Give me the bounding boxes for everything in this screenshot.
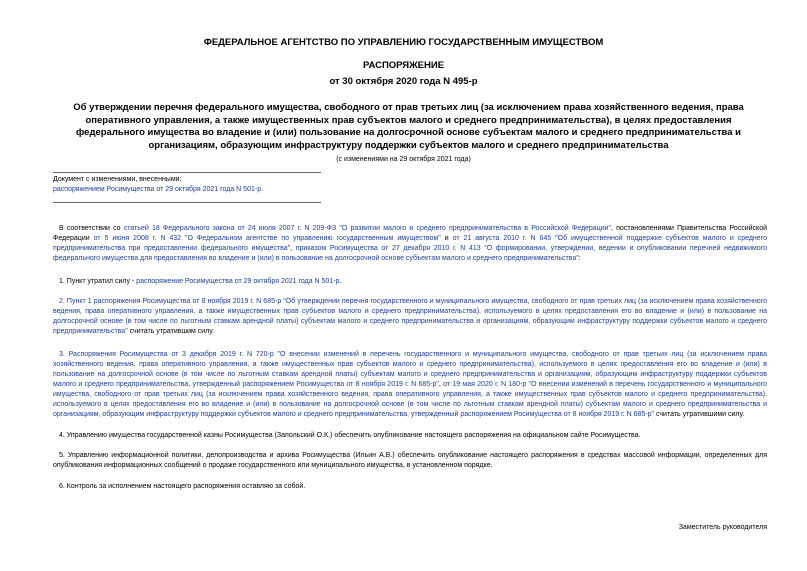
agency-name: ФЕДЕРАЛЬНОЕ АГЕНТСТВО ПО УПРАВЛЕНИЮ ГОСУДАРСТВЕННЫМ ИМУЩЕСТВОМ — [203, 37, 604, 48]
paragraph-4: 4. Управлению имущества государственной казны Росимущества (Запольский О.К.) обеспечить опубликование настоящего распоряжения на официальном сайте Росимущества. — [59, 432, 641, 439]
paragraph-5: 5. Управлению информационной политики, делопроизводства и архива Росимущества (Ильин А.В.) обеспечить опубликование настоящего распоряжения в средствах массовой информации, определенных для опубликования информационных сообщений о продаже государственного или муниципального имущества, в установленном порядке. — [53, 452, 767, 469]
order-link-413[interactable]: приказом Росимущества от 27 декабря 2010 г. N 413 "О формировании, утверждении, ведении и опубликовании перечней недвижимого федерального имущества для предоставления во владение и (или) в пользование на долгосрочной основе субъектам малого и среднего предпринимательства" — [53, 245, 767, 262]
paragraph-6: 6. Контроль за исполнением настоящего распоряжения оставляю за собой. — [59, 483, 306, 490]
order-link-720[interactable]: 3. Распоряжения Росимущества от 3 декабря 2019 г. N 720-р "О внесении изменений в перечень государственного и муниципального имущества, свободного от прав третьих лиц (за исключением права хозяйственного ведения, права оперативного управления, а также имущественных прав субъектов малого и среднего предпринимательства), используемого в целях предоставления его во владение и (или) в пользование на долгосрочной основе (в том числе по льготным ставкам арендной платы) субъектам малого и среднего предпринимательства и организациям, образующим инфраструктуру поддержки субъектов малого и среднего предпринимательства, утвержденный распоряжением Росимущества от 8 ноября 2019 г. N 685-р" — [53, 351, 767, 388]
document-title: Об утверждении перечня федерального имущества, свободного от прав третьих лиц (за исключением права хозяйственного ведения, права оперативного управления, а также имущественных прав субъектов малого и среднего предпринимательства), в целях предоставления федерального имущества во владение и (или) пользование на долгосрочной основе субъектам малого и среднего предпринимательства и организациям, образующим инфраструктуру поддержки субъектов малого и среднего предпринимательства — [73, 102, 744, 151]
document-kind: РАСПОРЯЖЕНИЕ — [362, 60, 445, 71]
preamble-paragraph — [53, 224, 767, 264]
paragraph-1 — [53, 277, 767, 287]
paragraph-3 — [53, 350, 767, 420]
text-span: , — [438, 381, 444, 388]
text-span: считать утратившим силу. — [127, 328, 214, 335]
law-link-209fz[interactable]: статьей 18 Федерального закона от 24 июля 2007 г. N 209-ФЗ "О развитии малого и среднего предпринимательства в Российской Федерации" — [123, 225, 612, 232]
text-span: : — [578, 255, 581, 262]
changes-note: (с изменениями на 29 октября 2021 года) — [336, 156, 471, 163]
decree-link-432[interactable]: от 5 июня 2008 г. N 432 "О Федеральном агентстве по управлению государственным имуществом" — [93, 235, 441, 242]
text-span: В соответствии со — [59, 225, 124, 232]
text-span: . — [339, 278, 342, 285]
changes-box-label: Документ с изменениями, внесенными: — [53, 176, 182, 183]
text-span: считать утратившими силу. — [654, 411, 745, 418]
paragraph-2 — [53, 297, 767, 337]
text-span: , — [290, 245, 296, 252]
divider-bottom — [53, 202, 321, 203]
document-number-date: от 30 октября 2020 года N 495-р — [329, 76, 478, 87]
text-span: 1. Пункт утратил силу - — [59, 278, 137, 285]
decree-link-645[interactable]: от 21 августа 2010 г. N 645 "Об имущественной поддержке субъектов малого и среднего предпринимательства при предоставлении федерального имущества" — [53, 235, 767, 252]
changes-box — [53, 172, 321, 203]
text-span: и — [440, 235, 453, 242]
text-span: , постановлениями Правительства Российской Федерации — [53, 225, 767, 242]
amendment-link[interactable]: распоряжением Росимущества от 29 октября 2021 года N 501-р. — [53, 186, 264, 193]
order-link-685[interactable]: 2. Пункт 1 распоряжения Росимущества от 8 ноября 2019 г. N 685-р "Об утверждении перечня государственного и муниципального имущества, свободного от прав третьих лиц (за исключением права хозяйственного ведения, права оперативного управления, а также имущественных прав субъектов малого и среднего предпринимательства), используемого в целях предоставления его во владение и (или) в пользование на долгосрочной основе (в том числе по льготным ставкам арендной платы) субъектам малого и среднего предпринимательства и организациям, образующим инфраструктуру поддержки субъектов малого и среднего предпринимательства" — [53, 298, 767, 335]
order-link-180[interactable]: от 19 мая 2020 г. N 180-р "О внесении изменений в перечень государственного и муниципального имущества, свободного от прав третьих лиц (за исключением права хозяйственного ведения, права оперативного управления, а также имущественных прав субъектов малого и среднего предпринимательства), используемого в целях предоставления его во владение и (или) в пользование на долгосрочной основе (в том числе по льготным ставкам арендной платы) субъектам малого и среднего предпринимательства и организациям, образующим инфраструктуру поддержки субъектов малого и среднего предпринимательства, утвержденный распоряжением Росимущества от 8 ноября 2019 г. N 685-р" — [53, 381, 767, 418]
signature-title: Заместитель руководителя — [678, 524, 767, 531]
order-link-501[interactable]: распоряжение Росимущества от 29 октября 2021 года N 501-р — [136, 278, 340, 285]
